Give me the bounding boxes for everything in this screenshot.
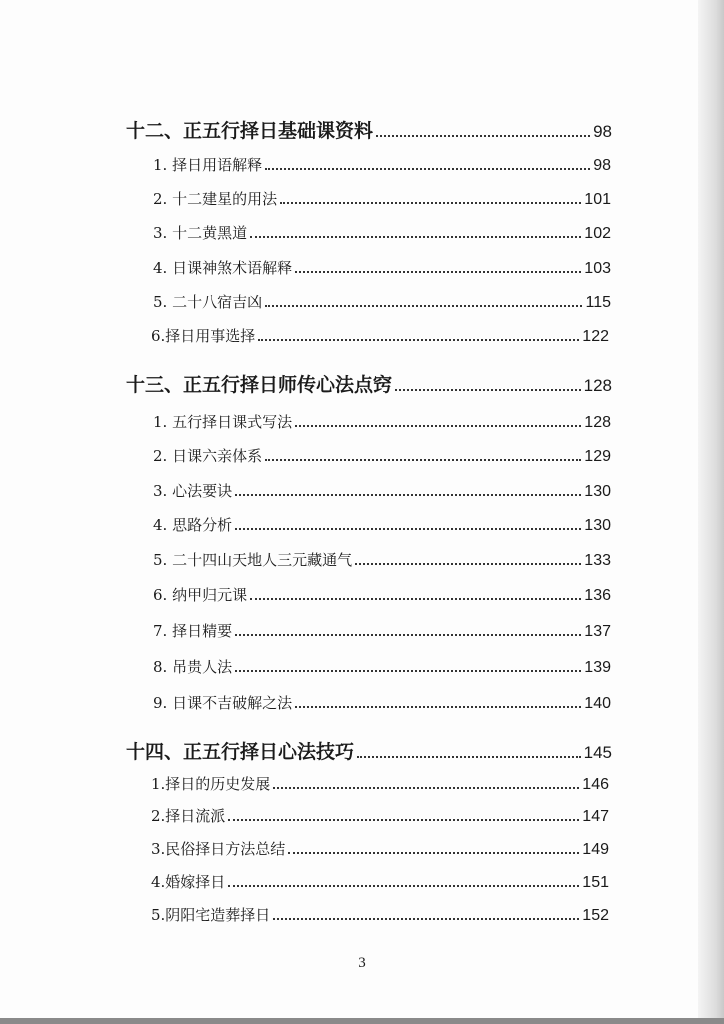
dot-leader xyxy=(228,819,579,821)
dot-leader xyxy=(288,852,579,854)
toc-page-number: 149 xyxy=(582,841,609,858)
toc-item[interactable] xyxy=(151,871,609,892)
toc-item-title: 9. 日课不吉破解之法 xyxy=(153,694,293,712)
toc-page-number: 98 xyxy=(593,157,611,174)
toc-item[interactable] xyxy=(153,692,611,713)
toc-item-title: 8. 吊贵人法 xyxy=(153,658,233,676)
toc-item[interactable] xyxy=(153,620,611,641)
toc-page-number: 115 xyxy=(585,294,611,311)
dot-leader xyxy=(376,135,590,137)
toc-item[interactable] xyxy=(153,445,611,466)
toc-section-title: 十三、正五行择日师传心法点窍 xyxy=(126,374,393,396)
toc-item[interactable] xyxy=(153,514,611,535)
toc-page-number: 130 xyxy=(584,483,611,500)
toc-item[interactable] xyxy=(153,584,611,605)
dot-leader xyxy=(228,885,579,887)
toc-section-13[interactable] xyxy=(126,370,612,397)
toc-item-title: 3. 心法要诀 xyxy=(153,482,233,500)
dot-leader xyxy=(235,494,581,496)
toc-item-title: 3. 十二黄黑道 xyxy=(153,224,248,242)
toc-page-number: 102 xyxy=(584,225,611,242)
toc-item[interactable] xyxy=(153,188,611,209)
page-number: 3 xyxy=(358,955,366,971)
toc-section-12[interactable] xyxy=(126,116,612,143)
toc-item-title: 1.择日的历史发展 xyxy=(151,775,271,793)
toc-item-title: 1. 择日用语解释 xyxy=(153,156,263,174)
toc-item-title: 6.择日用事选择 xyxy=(151,327,256,345)
toc-item-title: 4. 日课神煞术语解释 xyxy=(153,259,293,277)
toc-item[interactable] xyxy=(151,904,609,925)
toc-item[interactable] xyxy=(153,222,611,243)
dot-leader xyxy=(295,706,581,708)
toc-item-title: 4. 思路分析 xyxy=(153,516,233,534)
toc-page-number: 139 xyxy=(584,659,611,676)
toc-item-title: 3.民俗择日方法总结 xyxy=(151,840,286,858)
toc-item-title: 5. 二十四山天地人三元藏通气 xyxy=(153,551,353,569)
dot-leader xyxy=(265,305,582,307)
toc-item[interactable] xyxy=(153,291,611,312)
toc-item-title: 7. 择日精要 xyxy=(153,622,233,640)
dot-leader xyxy=(235,670,581,672)
toc-page-number: 122 xyxy=(582,328,609,345)
toc-item[interactable] xyxy=(151,325,609,346)
dot-leader xyxy=(295,271,581,273)
toc-page-number: 128 xyxy=(583,376,612,395)
toc-item-title: 5. 二十八宿吉凶 xyxy=(153,293,263,311)
toc-page-number: 133 xyxy=(584,552,611,569)
dot-leader xyxy=(355,563,581,565)
toc-item-title: 5.阴阳宅造葬择日 xyxy=(151,906,271,924)
dot-leader xyxy=(357,756,581,758)
toc-item-title: 2. 十二建星的用法 xyxy=(153,190,278,208)
toc-page-number: 140 xyxy=(584,695,611,712)
toc-section-title: 十二、正五行择日基础课资料 xyxy=(126,120,374,142)
toc-item[interactable] xyxy=(151,805,609,826)
toc-page-number: 137 xyxy=(584,623,611,640)
toc-page-number: 130 xyxy=(584,517,611,534)
toc-section-14[interactable] xyxy=(126,737,612,764)
page-bottom-edge xyxy=(0,1018,724,1024)
dot-leader xyxy=(273,787,579,789)
toc-page-number: 136 xyxy=(584,587,611,604)
toc-item[interactable] xyxy=(151,838,609,859)
toc-page-number: 152 xyxy=(582,907,609,924)
toc-item-title: 4.婚嫁择日 xyxy=(151,873,226,891)
toc-item[interactable] xyxy=(153,257,611,278)
toc-page-number: 129 xyxy=(584,448,611,465)
toc-page-number: 98 xyxy=(593,122,612,141)
toc-page-number: 128 xyxy=(584,414,611,431)
dot-leader xyxy=(273,918,579,920)
toc-page-number: 145 xyxy=(583,743,612,762)
toc-item-title: 1. 五行择日课式写法 xyxy=(153,413,293,431)
dot-leader xyxy=(280,202,581,204)
toc-page-number: 103 xyxy=(584,260,611,277)
toc-item-title: 6. 纳甲归元课 xyxy=(153,586,248,604)
dot-leader xyxy=(295,425,581,427)
toc-item[interactable] xyxy=(153,154,611,175)
toc-item-title: 2.择日流派 xyxy=(151,807,226,825)
toc-item-title: 2. 日课六亲体系 xyxy=(153,447,263,465)
toc-page-number: 147 xyxy=(582,808,609,825)
toc-page-number: 101 xyxy=(584,191,611,208)
dot-leader xyxy=(235,528,581,530)
toc-item[interactable] xyxy=(153,549,611,570)
dot-leader xyxy=(395,389,581,391)
toc-item[interactable] xyxy=(153,480,611,501)
dot-leader xyxy=(250,598,581,600)
toc-item[interactable] xyxy=(153,411,611,432)
toc-item[interactable] xyxy=(151,773,609,794)
page-edge-shadow xyxy=(698,0,724,1024)
toc-page-number: 151 xyxy=(582,874,609,891)
dot-leader xyxy=(258,339,579,341)
dot-leader xyxy=(235,634,581,636)
dot-leader xyxy=(250,236,581,238)
toc-page-number: 146 xyxy=(582,776,609,793)
toc-item[interactable] xyxy=(153,656,611,677)
dot-leader xyxy=(265,168,590,170)
dot-leader xyxy=(265,459,581,461)
toc-section-title: 十四、正五行择日心法技巧 xyxy=(126,741,355,763)
